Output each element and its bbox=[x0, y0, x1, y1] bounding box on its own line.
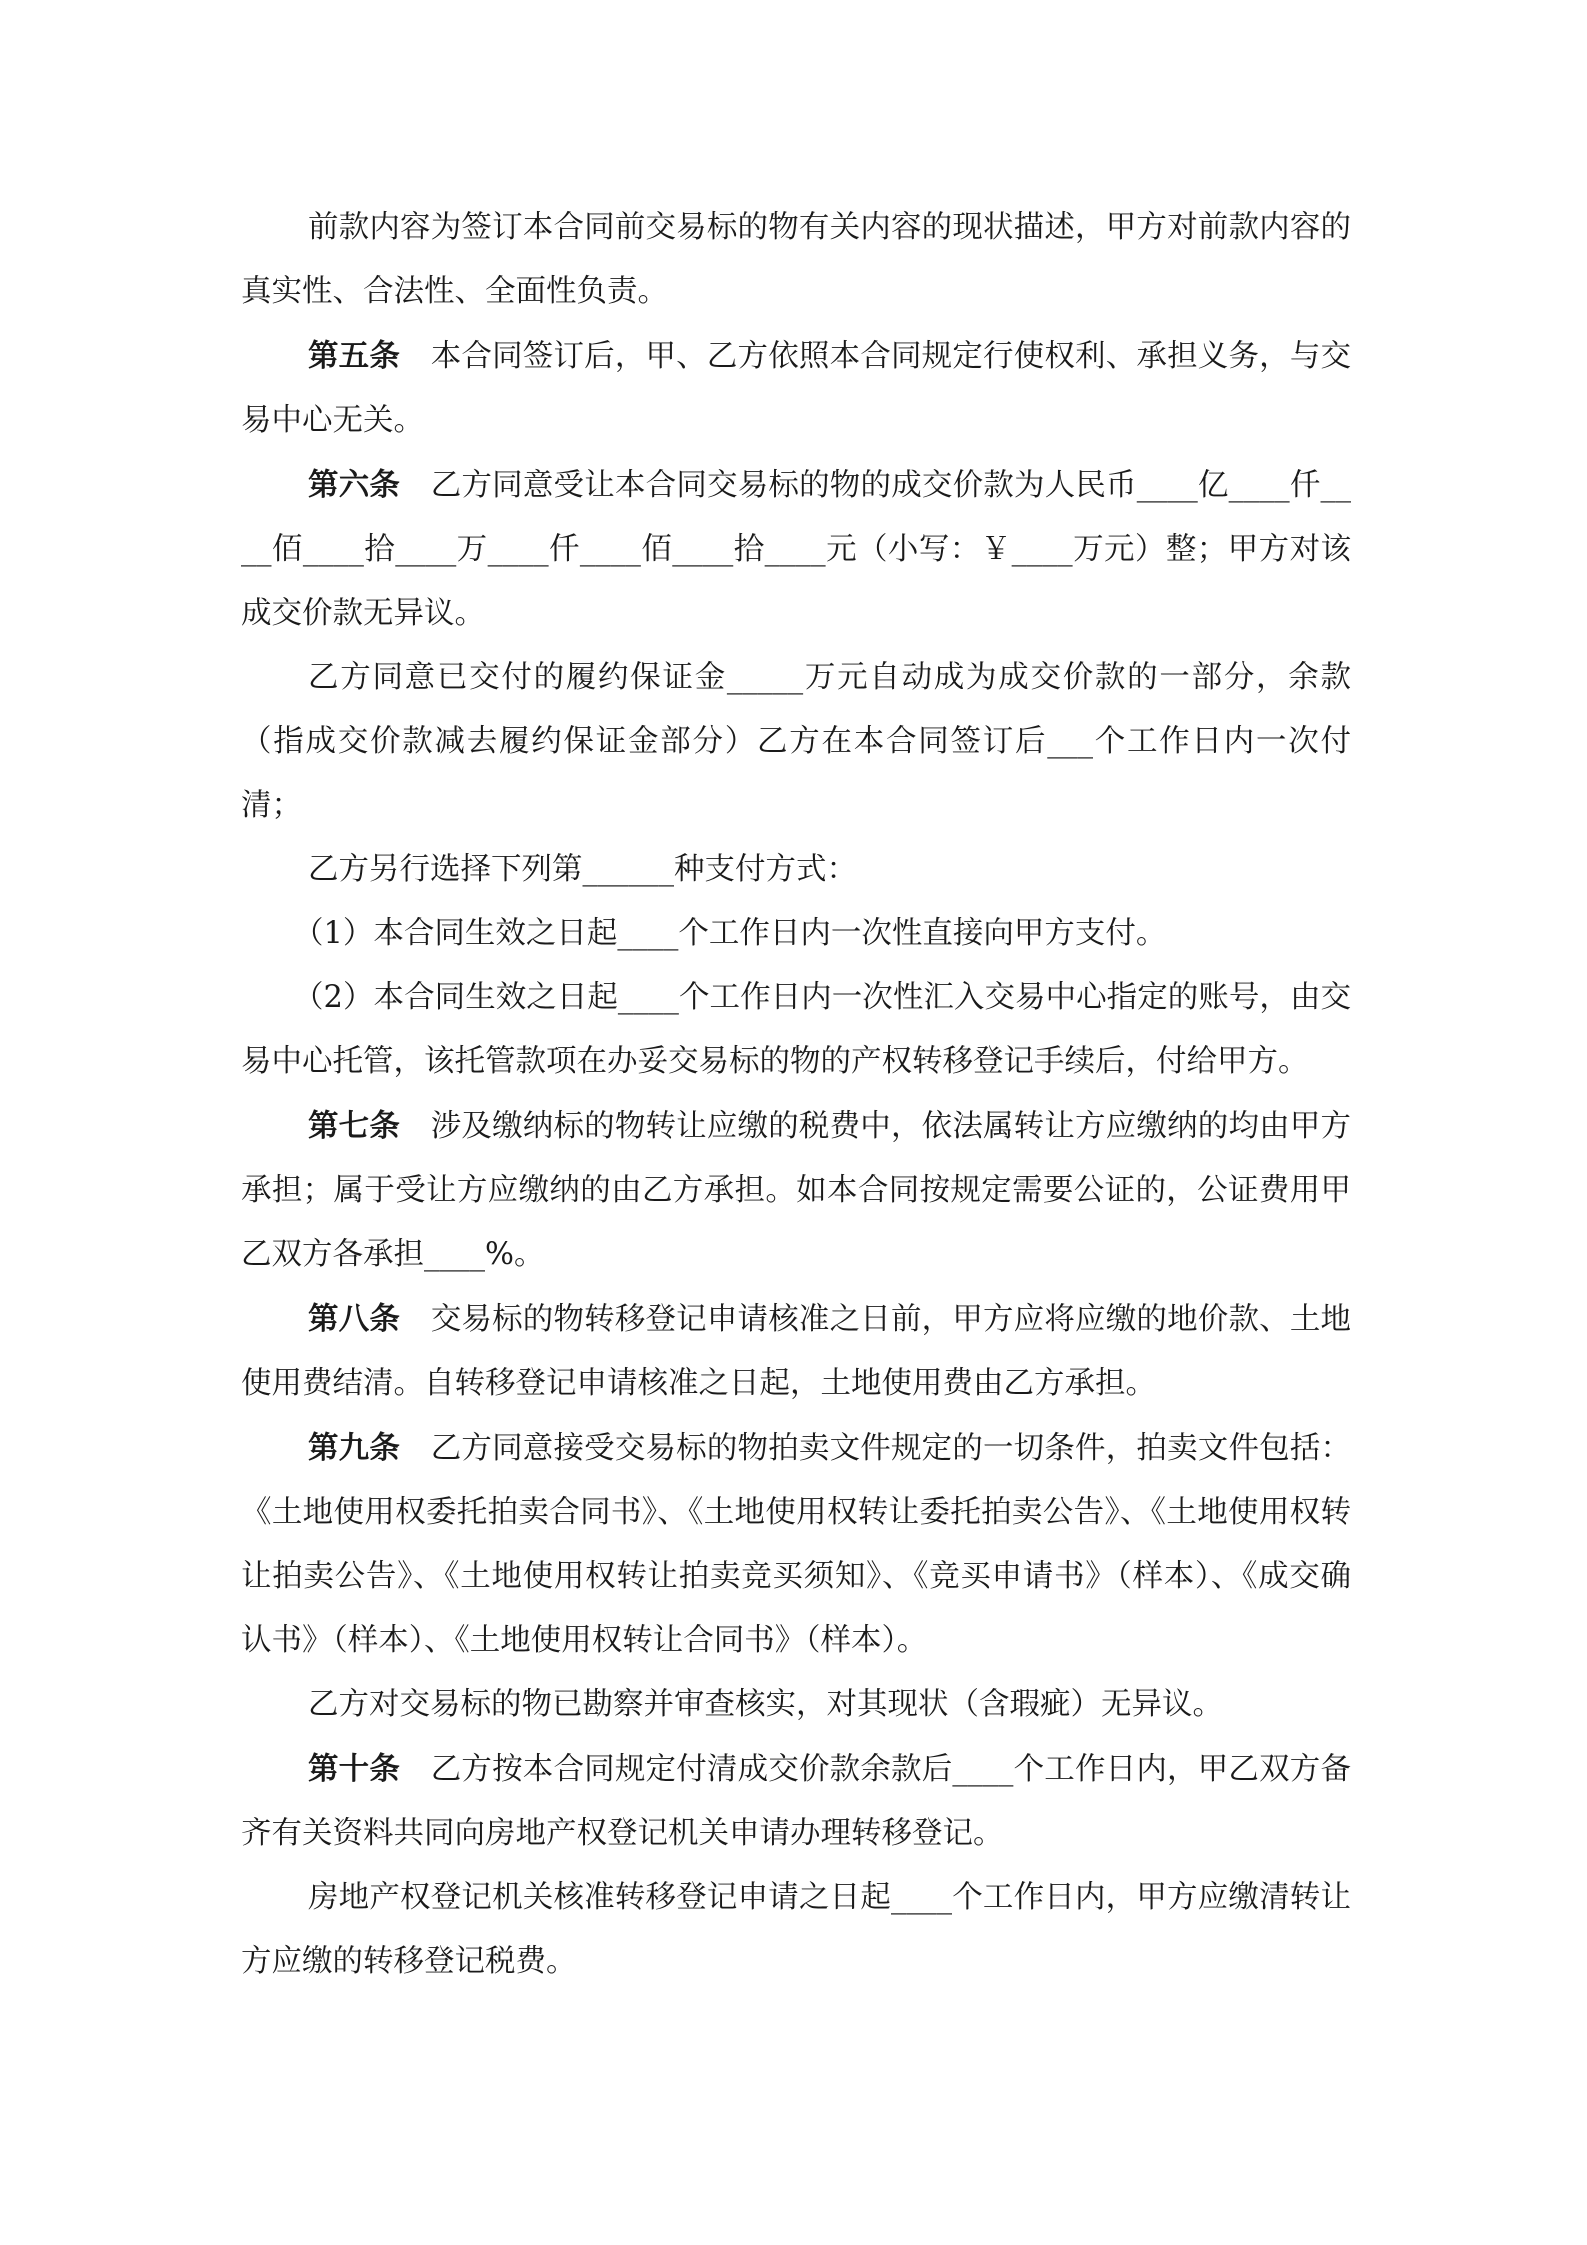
paragraph bbox=[241, 838, 1351, 902]
paragraph bbox=[241, 1866, 1351, 1994]
paragraph-text: 乙方同意已交付的履约保证金_____万元自动成为成交价款的一部分，余款（指成交价款减去履约保证金部分）乙方在本合同签订后___个工作日内一次付清； bbox=[241, 660, 1351, 823]
paragraph-text: 房地产权登记机关核准转移登记申请之日起____个工作日内，甲方应缴清转让方应缴的转移登记税费。 bbox=[241, 1880, 1351, 1979]
article-10 bbox=[241, 1737, 1351, 1866]
paragraph-text: 乙方同意受让本合同交易标的物的成交价款为人民币____亿____仟____佰____拾____万____仟____佰____拾____元（小写：￥____万元）整；甲方对该成交价款无异议。 bbox=[241, 468, 1352, 631]
paragraph-text: （1）本合同生效之日起____个工作日内一次性直接向甲方支付。 bbox=[293, 916, 1167, 951]
paragraph bbox=[241, 196, 1351, 324]
paragraph-text: 乙方另行选择下列第______种支付方式： bbox=[308, 852, 857, 887]
article-8 bbox=[241, 1287, 1351, 1416]
article-9 bbox=[241, 1416, 1351, 1673]
paragraph bbox=[241, 1673, 1351, 1737]
paragraph-text: 乙方同意接受交易标的物拍卖文件规定的一切条件，拍卖文件包括：《土地使用权委托拍卖合同书》、《土地使用权转让委托拍卖公告》、《土地使用权转让拍卖公告》、《土地使用权转让拍卖竞买须知》、《竞买申请书》（样本）、《成交确认书》（样本）、《土地使用权转让合同书》（样本）。 bbox=[241, 1431, 1351, 1658]
paragraph-text: 交易标的物转移登记申请核准之日前，甲方应将应缴的地价款、土地使用费结清。自转移登记申请核准之日起，土地使用费由乙方承担。 bbox=[241, 1302, 1351, 1401]
payment-option-1 bbox=[241, 902, 1351, 966]
article-label: 第九条 bbox=[308, 1430, 401, 1466]
contract-page bbox=[241, 196, 1351, 1994]
paragraph-text: 涉及缴纳标的物转让应缴的税费中，依法属转让方应缴纳的均由甲方承担；属于受让方应缴纳的由乙方承担。如本合同按规定需要公证的，公证费用甲乙双方各承担____%。 bbox=[241, 1109, 1351, 1272]
payment-option-2 bbox=[241, 966, 1351, 1094]
article-label: 第十条 bbox=[308, 1751, 401, 1787]
paragraph bbox=[241, 646, 1351, 838]
paragraph-text: 乙方对交易标的物已勘察并审查核实，对其现状（含瑕疵）无异议。 bbox=[308, 1687, 1223, 1722]
article-5 bbox=[241, 324, 1351, 453]
paragraph-text: （2）本合同生效之日起____个工作日内一次性汇入交易中心指定的账号，由交易中心托管，该托管款项在办妥交易标的物的产权转移登记手续后，付给甲方。 bbox=[241, 980, 1351, 1079]
paragraph-text: 本合同签订后，甲、乙方依照本合同规定行使权利、承担义务，与交易中心无关。 bbox=[241, 339, 1351, 438]
article-6 bbox=[241, 453, 1351, 646]
article-label: 第七条 bbox=[308, 1108, 401, 1144]
article-label: 第五条 bbox=[308, 338, 401, 374]
paragraph-text: 乙方按本合同规定付清成交价款余款后____个工作日内，甲乙双方备齐有关资料共同向房地产权登记机关申请办理转移登记。 bbox=[241, 1752, 1351, 1851]
article-7 bbox=[241, 1094, 1351, 1287]
article-label: 第六条 bbox=[308, 467, 401, 503]
paragraph-text: 前款内容为签订本合同前交易标的物有关内容的现状描述，甲方对前款内容的真实性、合法性、全面性负责。 bbox=[241, 210, 1351, 309]
article-label: 第八条 bbox=[308, 1301, 401, 1337]
